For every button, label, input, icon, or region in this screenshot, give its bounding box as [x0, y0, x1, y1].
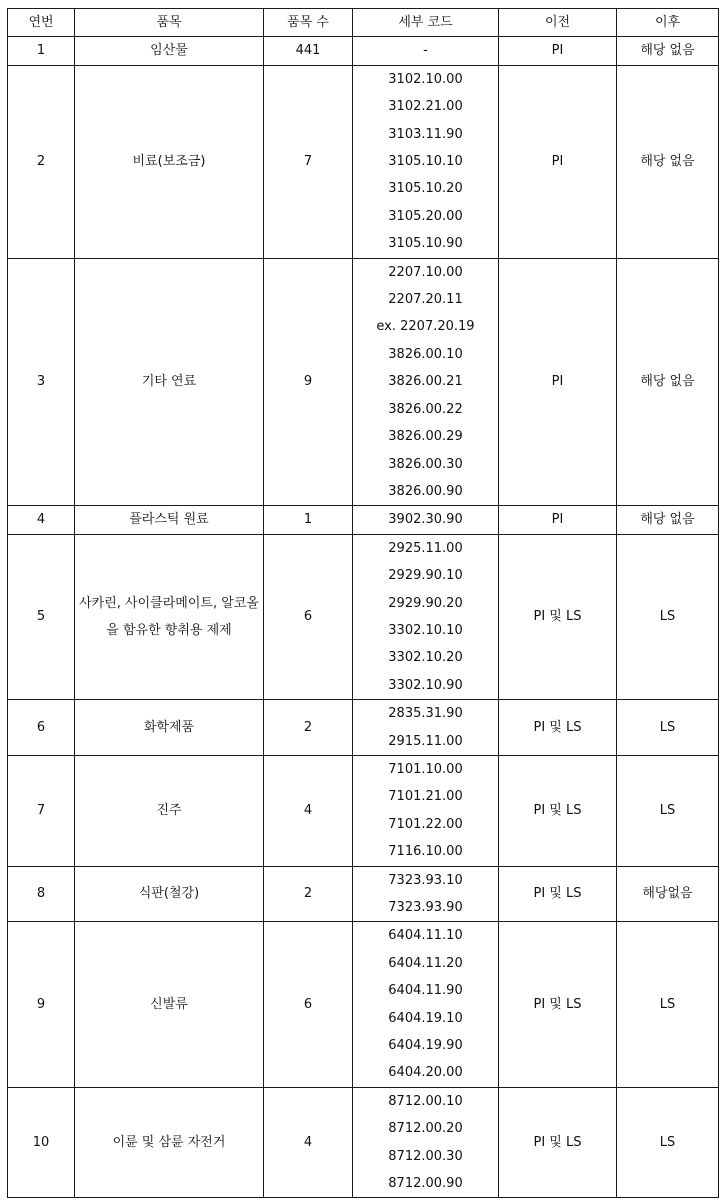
- row-item-label: 이륜 및 삼륜 자전거: [112, 1134, 226, 1150]
- hs-code: 3103.11.90: [388, 126, 463, 142]
- row-count: 2: [264, 700, 353, 756]
- row-item: [75, 65, 264, 258]
- hs-code: 2207.20.11: [388, 292, 463, 308]
- hs-code: 3105.10.10: [388, 154, 463, 170]
- row-item: [75, 37, 264, 65]
- hs-code: 8712.00.20: [388, 1121, 463, 1137]
- row-no: 1: [8, 37, 75, 65]
- hs-code: 3826.00.21: [388, 374, 463, 390]
- row-no: 7: [8, 755, 75, 866]
- header-before: 이전: [499, 9, 617, 37]
- hs-code: 3105.10.90: [388, 236, 463, 252]
- hs-code: 3102.21.00: [388, 99, 463, 115]
- row-item-label: 임산물: [150, 43, 188, 59]
- row-count: 6: [264, 922, 353, 1087]
- hs-code: 7323.93.10: [388, 872, 463, 888]
- row-count: 1: [264, 506, 353, 534]
- hs-code: 8712.00.90: [388, 1176, 463, 1192]
- row-item: [75, 866, 264, 922]
- hs-code: 3826.00.10: [388, 346, 463, 362]
- header-count: 품목 수: [264, 9, 353, 37]
- hs-code: 7101.22.00: [388, 816, 463, 832]
- row-no: 9: [8, 922, 75, 1087]
- row-after: 해당 없음: [617, 37, 719, 65]
- table-row: [8, 1087, 719, 1198]
- row-codes: [353, 866, 499, 922]
- row-before: PI 및 LS: [499, 700, 617, 756]
- row-item: [75, 922, 264, 1087]
- hs-code: 7101.21.00: [388, 789, 463, 805]
- table-row: [8, 258, 719, 506]
- row-count: 4: [264, 1087, 353, 1198]
- hs-code: 7101.10.00: [388, 761, 463, 777]
- row-count: 9: [264, 258, 353, 506]
- hs-code: 6404.11.10: [388, 928, 463, 944]
- row-item-label: 식판(철강): [138, 886, 200, 902]
- hs-code: 8712.00.10: [388, 1093, 463, 1109]
- row-item: [75, 506, 264, 534]
- row-before: PI 및 LS: [499, 866, 617, 922]
- hs-code: 3105.10.20: [388, 181, 463, 197]
- row-item-label: 신발류: [150, 996, 188, 1012]
- hs-code: 2929.90.20: [388, 595, 463, 611]
- row-item: [75, 755, 264, 866]
- row-no: 5: [8, 534, 75, 699]
- header-item: 품목: [75, 9, 264, 37]
- row-item-label: 플라스틱 원료: [129, 512, 209, 528]
- hs-code: 2835.31.90: [388, 706, 463, 722]
- hs-code: 2207.10.00: [388, 264, 463, 280]
- row-item: [75, 700, 264, 756]
- row-codes: [353, 506, 499, 534]
- row-count: 4: [264, 755, 353, 866]
- row-no: 6: [8, 700, 75, 756]
- hs-code: 6404.19.10: [388, 1010, 463, 1026]
- row-codes: [353, 37, 499, 65]
- table-row: [8, 755, 719, 866]
- row-item-label: 화학제품: [143, 719, 195, 735]
- row-item: [75, 258, 264, 506]
- header-row: [8, 9, 719, 37]
- row-item-label: 비료(보조금): [132, 154, 206, 170]
- item-table: [7, 8, 719, 1198]
- row-after: 해당 없음: [617, 258, 719, 506]
- row-codes: [353, 258, 499, 506]
- row-no: 8: [8, 866, 75, 922]
- row-codes: [353, 534, 499, 699]
- row-count: 7: [264, 65, 353, 258]
- hs-code: 3302.10.10: [388, 622, 463, 638]
- hs-code: 3302.10.20: [388, 650, 463, 666]
- row-codes: [353, 1087, 499, 1198]
- row-before: PI 및 LS: [499, 1087, 617, 1198]
- row-no: 3: [8, 258, 75, 506]
- row-codes: [353, 700, 499, 756]
- row-item: [75, 534, 264, 699]
- hs-code: 2929.90.10: [388, 568, 463, 584]
- header-after: 이후: [617, 9, 719, 37]
- header-codes: 세부 코드: [353, 9, 499, 37]
- hs-code: 3826.00.90: [388, 483, 463, 499]
- hs-code: -: [423, 43, 428, 59]
- row-after: LS: [617, 1087, 719, 1198]
- row-after: LS: [617, 700, 719, 756]
- row-before: PI: [499, 37, 617, 65]
- hs-code: ex. 2207.20.19: [376, 319, 475, 335]
- row-item-label: 사카린, 사이클라메이트, 알코올을 함유한 향취용 제제: [79, 595, 259, 638]
- row-before: PI: [499, 258, 617, 506]
- hs-code: 3302.10.90: [388, 677, 463, 693]
- hs-code: 8712.00.30: [388, 1148, 463, 1164]
- hs-code: 3102.10.00: [388, 71, 463, 87]
- row-no: 10: [8, 1087, 75, 1198]
- table-row: [8, 534, 719, 699]
- row-item: [75, 1087, 264, 1198]
- hs-code: 6404.11.20: [388, 955, 463, 971]
- row-count: 6: [264, 534, 353, 699]
- row-item-label: 진주: [156, 803, 182, 819]
- row-after: 해당 없음: [617, 65, 719, 258]
- row-after: 해당없음: [617, 866, 719, 922]
- row-codes: [353, 65, 499, 258]
- row-count: 2: [264, 866, 353, 922]
- hs-code: 6404.11.90: [388, 983, 463, 999]
- row-before: PI 및 LS: [499, 922, 617, 1087]
- row-no: 2: [8, 65, 75, 258]
- table-row: [8, 37, 719, 65]
- hs-code: 2915.11.00: [388, 733, 463, 749]
- hs-code: 3826.00.29: [388, 429, 463, 445]
- row-before: PI 및 LS: [499, 755, 617, 866]
- table-body: [8, 37, 719, 1198]
- table-row: [8, 700, 719, 756]
- table-row: [8, 65, 719, 258]
- hs-code: 3826.00.22: [388, 401, 463, 417]
- header-no: 연번: [8, 9, 75, 37]
- hs-code: 7323.93.90: [388, 900, 463, 915]
- row-count: 441: [264, 37, 353, 65]
- row-codes: [353, 922, 499, 1087]
- row-codes: [353, 755, 499, 866]
- hs-code: 2925.11.00: [388, 540, 463, 556]
- row-after: 해당 없음: [617, 506, 719, 534]
- table-row: [8, 506, 719, 534]
- hs-code: 3826.00.30: [388, 456, 463, 472]
- row-after: LS: [617, 755, 719, 866]
- hs-code: 6404.20.00: [388, 1065, 463, 1081]
- row-before: PI: [499, 65, 617, 258]
- row-before: PI: [499, 506, 617, 534]
- row-after: LS: [617, 534, 719, 699]
- row-no: 4: [8, 506, 75, 534]
- row-item-label: 기타 연료: [141, 374, 197, 390]
- hs-code: 3105.20.00: [388, 208, 463, 224]
- row-before: PI 및 LS: [499, 534, 617, 699]
- row-after: LS: [617, 922, 719, 1087]
- hs-code: 7116.10.00: [388, 844, 463, 860]
- table-row: [8, 922, 719, 1087]
- hs-code: 6404.19.90: [388, 1038, 463, 1054]
- hs-code: 3902.30.90: [388, 512, 463, 528]
- table-row: [8, 866, 719, 922]
